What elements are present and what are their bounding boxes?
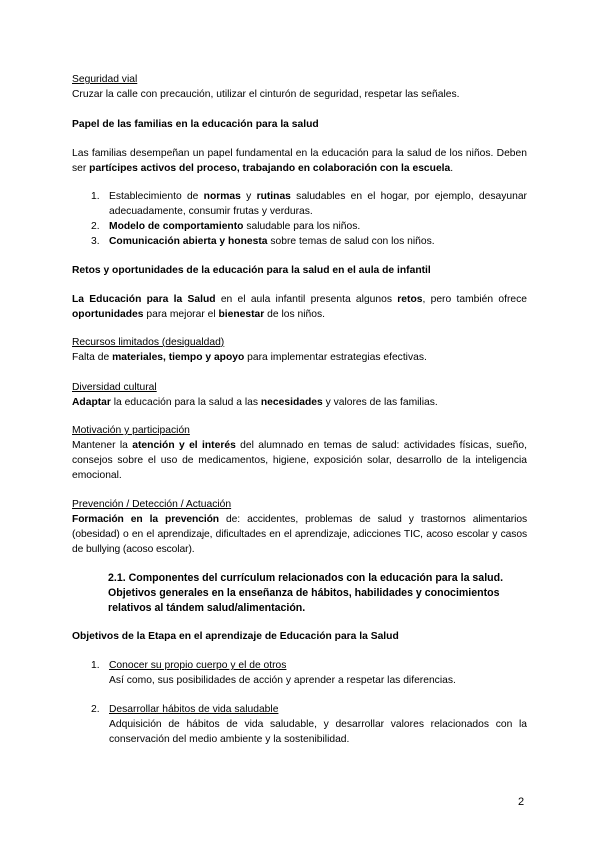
- seguridad-vial-text: Cruzar la calle con precaución, utilizar el cinturón de seguridad, respetar las señales.: [72, 89, 460, 100]
- retos-p4: , pero también ofrece: [422, 294, 527, 305]
- retos-p2: en el aula infantil presenta algunos: [215, 294, 398, 305]
- motivacion-section: [72, 423, 527, 483]
- list-item-bold-b: Comunicación abierta y honesta: [109, 236, 268, 247]
- familias-intro: [72, 146, 527, 176]
- section-2-1-heading: [108, 571, 527, 616]
- objetivos-heading: Objetivos de la Etapa en el aprendizaje de Educación para la Salud: [72, 631, 399, 642]
- familias-intro-c: .: [450, 163, 454, 174]
- objetivo-title: Desarrollar hábitos de vida saludable: [109, 704, 279, 715]
- list-item-number: 2.: [91, 221, 100, 232]
- recursos-c: para implementar estrategias efectivas.: [244, 352, 427, 363]
- retos-p8: de los niños.: [264, 309, 325, 320]
- diversidad-b: la educación para la salud a las: [110, 397, 261, 408]
- prevencion-heading: Prevención / Detección / Actuación: [72, 499, 232, 510]
- motivacion-text: [72, 438, 527, 483]
- page-number: 2: [518, 796, 525, 808]
- recursos-text: [72, 350, 527, 365]
- recursos-heading: Recursos limitados (desigualdad): [72, 337, 225, 348]
- list-item-text-e: saludable para los niños.: [243, 221, 361, 232]
- diversidad-a: Adaptar: [72, 397, 111, 408]
- diversidad-text: [72, 395, 527, 410]
- motivacion-a: Mantener la: [72, 440, 133, 451]
- list-item-bold-b: normas: [203, 191, 241, 202]
- list-item-text-e: sobre temas de salud con los niños.: [267, 236, 435, 247]
- objetivos-list: [72, 658, 527, 688]
- prevencion-section: [72, 497, 527, 557]
- list-item-text-c: y: [240, 191, 257, 202]
- prevencion-b: de: accidentes, problemas de salud y trastornos alimentarios (obesidad) o en el aprendizaje, dificultades en el aprendizaje, adicciones TIC, acoso escolar y casos de bullying (acoso escolar).: [72, 514, 528, 555]
- familias-intro-a: Las familias desempeñan un papel fundamental en la educación para la salud de los niños. Deben ser: [72, 148, 527, 174]
- seguridad-vial-heading: Seguridad vial: [72, 74, 138, 85]
- prevencion-text: [72, 512, 527, 557]
- list-item-number: 3.: [91, 236, 100, 247]
- list-item-text-e: saludables en el hogar, por ejemplo, desayunar adecuadamente, consumir frutas y verduras.: [109, 191, 527, 217]
- retos-intro: [72, 292, 527, 322]
- list-item: [72, 189, 527, 219]
- recursos-b: materiales, tiempo y apoyo: [112, 352, 245, 363]
- list-item-bold-b: Modelo de comportamiento: [109, 221, 244, 232]
- motivacion-b: atención y el interés: [132, 440, 236, 451]
- seguridad-vial-section: [72, 72, 527, 102]
- list-item-number: 2.: [91, 704, 100, 715]
- motivacion-c: del alumnado en temas de salud: actividades físicas, sueño, consejos sobre el uso de medicamentos, higiene, exposición solar, desarrollo de la inteligencia emocional.: [72, 440, 527, 481]
- list-item-number: 1.: [91, 660, 100, 671]
- list-item: [72, 702, 527, 747]
- familias-heading: Papel de las familias en la educación para la salud: [72, 119, 319, 130]
- retos-p5: oportunidades: [72, 309, 144, 320]
- list-item-text-a: Establecimiento de: [109, 191, 204, 202]
- diversidad-section: [72, 380, 527, 410]
- familias-intro-b: partícipes activos del proceso, trabajando en colaboración con la escuela: [89, 163, 451, 174]
- diversidad-d: y valores de las familias.: [322, 397, 438, 408]
- recursos-section: [72, 335, 527, 365]
- retos-p3: retos: [397, 294, 423, 305]
- motivacion-heading: Motivación y participación: [72, 425, 190, 436]
- prevencion-a: Formación en la prevención: [72, 514, 219, 525]
- section-2-1-line-2: Objetivos generales en la enseñanza de hábitos, habilidades y conocimientos: [108, 587, 500, 599]
- recursos-a: Falta de: [72, 352, 113, 363]
- list-item: [72, 234, 527, 249]
- section-2-1-line-3: relativos al tándem salud/alimentación.: [108, 602, 306, 614]
- familias-list: [72, 189, 527, 249]
- list-item-bold-d: rutinas: [256, 191, 291, 202]
- retos-p1: La Educación para la Salud: [72, 294, 216, 305]
- objetivo-text: Adquisición de hábitos de vida saludable, y desarrollar valores relacionados con la conservación del medio ambiente y la sostenibilidad.: [109, 719, 527, 745]
- section-2-1-line-1: 2.1. Componentes del currículum relacionados con la educación para la salud.: [108, 572, 504, 584]
- retos-heading: Retos y oportunidades de la educación para la salud en el aula de infantil: [72, 265, 431, 276]
- diversidad-c: necesidades: [260, 397, 323, 408]
- objetivos-list-2: [72, 702, 527, 747]
- retos-p7: bienestar: [218, 309, 265, 320]
- objetivo-title: Conocer su propio cuerpo y el de otros: [109, 660, 287, 671]
- list-item: [72, 219, 527, 234]
- diversidad-heading: Diversidad cultural: [72, 382, 157, 393]
- list-item: [72, 658, 527, 688]
- retos-p6: para mejorar el: [143, 309, 219, 320]
- list-item-number: 1.: [91, 191, 100, 202]
- objetivo-text: Así como, sus posibilidades de acción y aprender a respetar las diferencias.: [109, 675, 456, 686]
